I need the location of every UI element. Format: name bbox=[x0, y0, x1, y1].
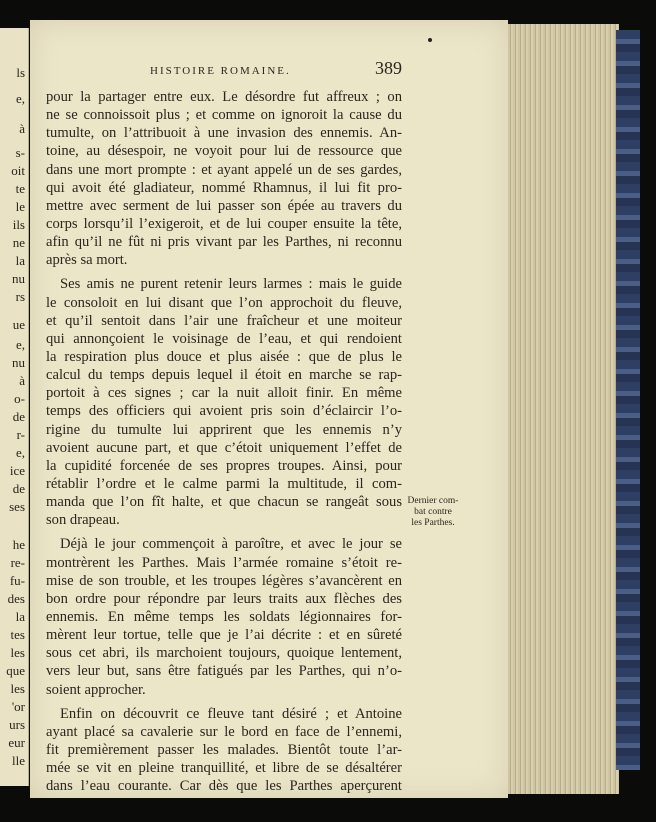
text-line: rétablir l’ordre et le calme parmi la multitude, il com- bbox=[46, 475, 402, 492]
page-number: 389 bbox=[375, 58, 402, 78]
previous-page-text-fragment: les bbox=[10, 681, 25, 696]
previous-page-text-fragment: nu bbox=[12, 271, 25, 286]
text-line: mettre avec serment de lui passer son épée au travers du bbox=[46, 197, 402, 214]
previous-page-text-fragment: à bbox=[19, 121, 25, 136]
text-line: afin qu’il ne fût ni pris vivant par les Parthes, ni reconnu bbox=[46, 234, 402, 251]
previous-page-text-fragment: lle bbox=[12, 753, 25, 768]
previous-page-text-fragment: nu bbox=[12, 355, 25, 370]
text-line: corps lorsqu’il l’exigeroit, et de lui couper ensuite la tête, bbox=[46, 215, 402, 232]
previous-page-text-fragment: ne bbox=[12, 235, 25, 250]
text-line: mèrent leur tortue, telle que je l’ai décrite : et en sûreté bbox=[46, 627, 402, 644]
previous-page-text-fragment: re- bbox=[10, 555, 25, 570]
previous-page-text-fragment: ice bbox=[9, 463, 25, 478]
text-line: qui annonçoient le voisinage de l’eau, et qui rendoient bbox=[46, 330, 402, 347]
previous-page-text-fragment: urs bbox=[9, 717, 25, 732]
previous-page-text-fragment: ls bbox=[16, 65, 25, 80]
previous-page-text-fragment: ue bbox=[12, 317, 25, 332]
ink-speck bbox=[428, 38, 432, 42]
previous-page-text-fragment: e, bbox=[15, 337, 25, 352]
margin-note-line: Dernier com- bbox=[407, 496, 459, 506]
text-line: montrèrent les Parthes. Mais l’armée romaine s’étoit re- bbox=[46, 554, 402, 571]
previous-page-text-fragment: e, bbox=[15, 445, 25, 460]
margin-note-line: les Parthes. bbox=[411, 518, 455, 528]
text-line: pour la partager entre eux. Le désordre fut affreux ; on bbox=[46, 89, 402, 105]
text-line: après sa mort. bbox=[46, 252, 128, 269]
text-line: temps des officiers qui avoient pris soin d’éclaircir l’o- bbox=[46, 403, 402, 420]
running-title: HISTOIRE ROMAINE. bbox=[150, 65, 291, 77]
text-line: dans l’eau courante. Car dès que les Parthes aperçurent bbox=[46, 778, 402, 795]
previous-page-text-fragment: tes bbox=[10, 627, 25, 642]
text-line: et qu’il sentoit dans l’air une fraîcheur et une moiteur bbox=[46, 312, 402, 329]
previous-page-text-fragment: he bbox=[12, 537, 25, 552]
margin-note bbox=[404, 496, 462, 529]
text-line: ayant placé sa cavalerie sur le bord en face de l’ennemi, bbox=[46, 723, 402, 740]
text-line: ennemis. En même temps les soldats légionnaires for- bbox=[46, 608, 402, 625]
previous-page-text-fragment: o- bbox=[14, 391, 25, 406]
previous-page-text-fragment: eur bbox=[8, 735, 25, 750]
text-line: Ses amis ne purent retenir leurs larmes : mais le guide bbox=[60, 276, 402, 293]
text-line: tumulte, on l’attribuoit à une invasion des ennemis. An- bbox=[46, 125, 402, 142]
text-line: toine, au désespoir, ne voyoit pour lui de ressource que bbox=[46, 143, 402, 160]
text-line: bon ordre pour répondre par leurs traits aux flèches des bbox=[46, 590, 402, 607]
previous-page-text-fragment: de bbox=[12, 481, 25, 496]
page-block-edges bbox=[502, 24, 619, 794]
page-header bbox=[46, 58, 402, 80]
previous-page-text-fragment: les bbox=[10, 645, 25, 660]
text-line: la cupidité forcenée de ses propres troupes. Ainsi, pour bbox=[46, 457, 402, 474]
text-line: calcul du temps depuis lequel il étoit en marche se rap- bbox=[46, 367, 402, 384]
text-line: mise de son trouble, et les troupes légères s’avancèrent en bbox=[46, 572, 402, 589]
previous-page-text-fragment: r- bbox=[16, 427, 25, 442]
previous-page-text-fragment: le bbox=[15, 199, 25, 214]
previous-page-text-fragment: que bbox=[6, 663, 25, 678]
text-line: portoit à ces signes ; car la nuit alloit finir. En même bbox=[46, 385, 402, 402]
previous-page-text-fragment: de bbox=[12, 409, 25, 424]
text-line: manda que l’on fît halte, et que chacun se rangeât sous bbox=[46, 494, 402, 511]
text-line: le consoloit en lui disant que l’on approchoit du fleuve, bbox=[46, 294, 402, 311]
text-line: Enfin on découvrit ce fleuve tant désiré ; et Antoine bbox=[60, 705, 402, 722]
previous-page-edge bbox=[0, 28, 29, 786]
previous-page-text-fragment: fu- bbox=[9, 573, 25, 588]
text-line: fit premièrement passer les malades. Bientôt toute l’ar- bbox=[46, 741, 402, 758]
text-line: Déjà le jour commençoit à paroître, et avec le jour se bbox=[60, 536, 402, 553]
text-line: dans une mort prompte : et ayant appelé un de ses gardes, bbox=[46, 161, 402, 178]
previous-page-text-fragment: te bbox=[15, 181, 25, 196]
text-line: qui avoit été gladiateur, nommé Rhamnus, il lui fit pro- bbox=[46, 179, 402, 196]
text-line: sous cet abri, ils marchoient toujours, quoique lentement, bbox=[46, 645, 402, 662]
previous-page-text-fragment: des bbox=[7, 591, 25, 606]
previous-page-text-fragment: la bbox=[15, 609, 25, 624]
text-line: rigine du tumulte lui apprirent que les ennemis n’y bbox=[46, 421, 402, 438]
previous-page-text-fragment: ses bbox=[9, 499, 25, 514]
previous-page-text-fragment: s- bbox=[15, 145, 25, 160]
previous-page-text-fragment: rs bbox=[15, 289, 25, 304]
previous-page-text-fragment: à bbox=[19, 373, 25, 388]
text-line: la respiration plus douce et plus aisée : que de plus le bbox=[46, 348, 402, 365]
book-cover-edge bbox=[616, 30, 640, 770]
previous-page-text-fragment: e, bbox=[15, 91, 25, 106]
previous-page-text-fragment: oit bbox=[11, 163, 25, 178]
body-text bbox=[46, 88, 402, 795]
previous-page-text-fragment: ils bbox=[12, 217, 25, 232]
previous-page-text-fragment: la bbox=[15, 253, 25, 268]
margin-note-line: bat contre bbox=[414, 507, 452, 517]
text-line: mée se vit en pleine tranquillité, et libre de se désaltérer bbox=[46, 760, 402, 777]
text-line: ne se connoissoit plus ; et comme on ignoroit la cause du bbox=[46, 107, 402, 124]
text-line: avoient aucune part, et que c’étoit uniquement l’effet de bbox=[46, 439, 402, 456]
text-line: soient approcher. bbox=[46, 681, 146, 698]
text-line: vers leur but, sans être fatigués par les Parthes, qui n’o- bbox=[46, 663, 402, 680]
previous-page-text-fragment: 'or bbox=[11, 699, 25, 714]
text-line: son drapeau. bbox=[46, 512, 120, 529]
